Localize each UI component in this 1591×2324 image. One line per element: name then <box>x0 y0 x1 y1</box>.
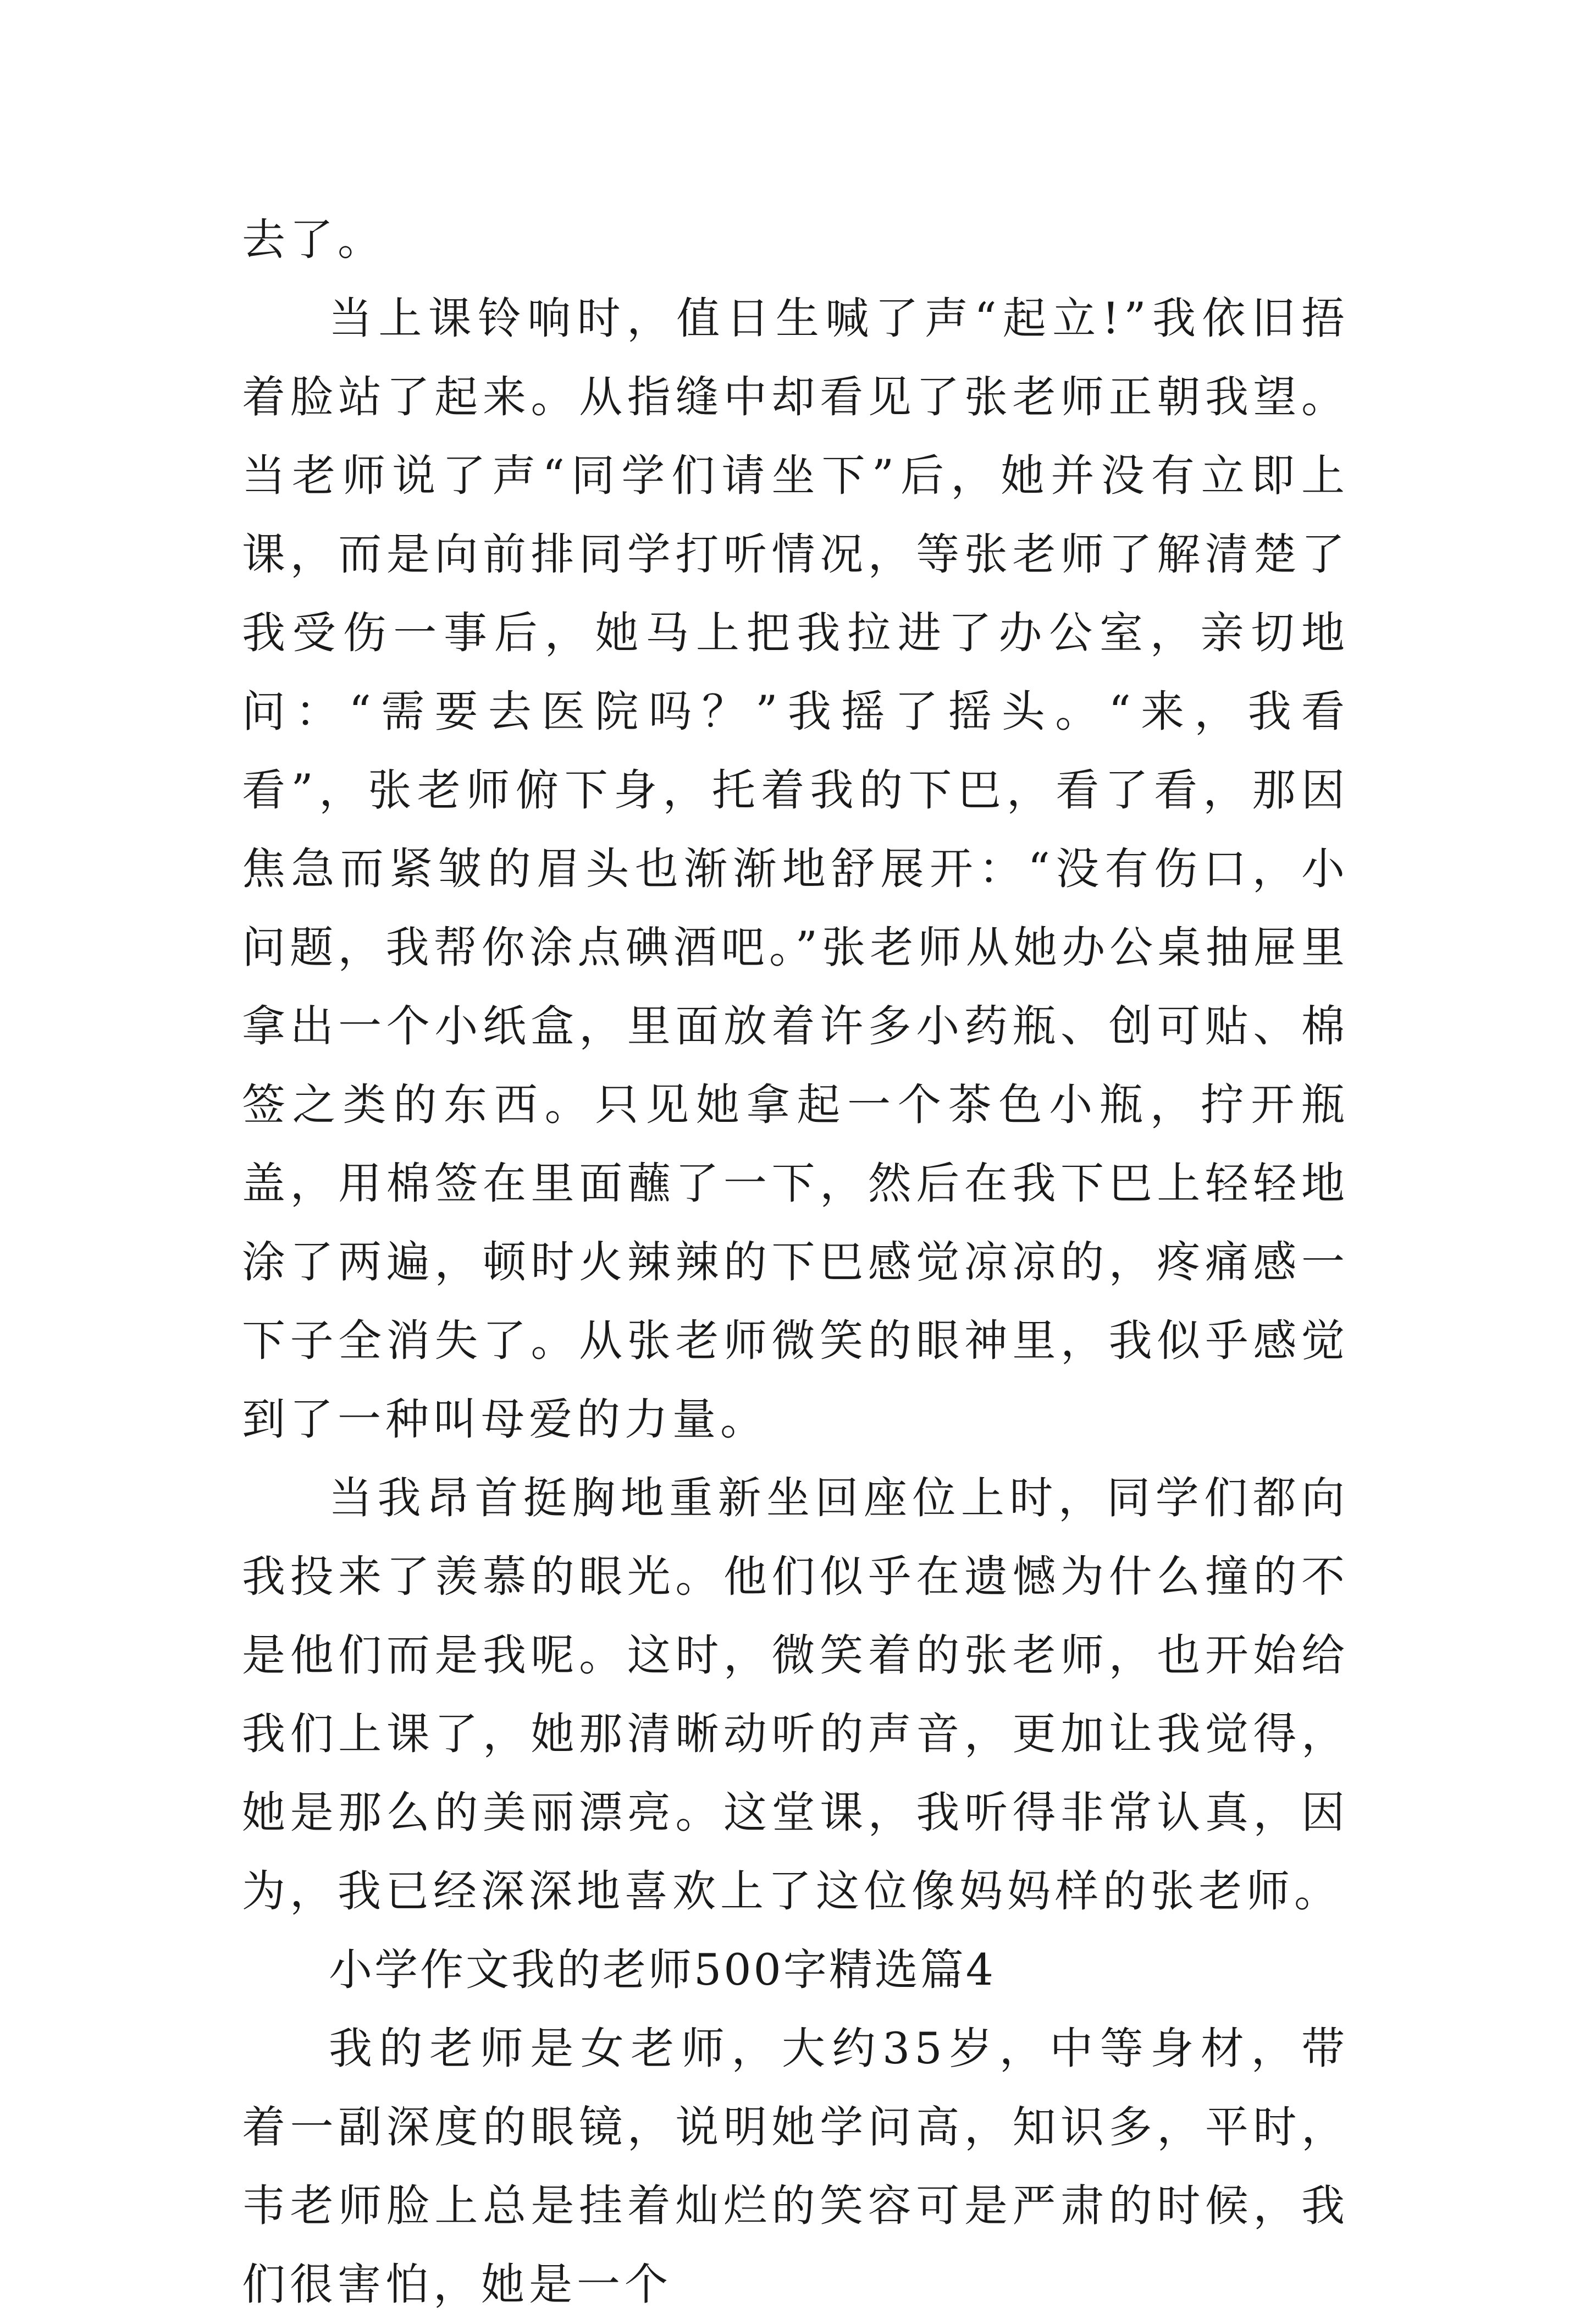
section-heading: 小学作文我的老师500字精选篇4 <box>329 1945 996 1995</box>
paragraph-return-to-seat: 当我昂首挺胸地重新坐回座位上时，同学们都向我投来了羡慕的眼光。他们似乎在遗憾为什么撞的不是他们而是我呢。这时，微笑着的张老师，也开始给我们上课了，她那清晰动听的声音，更加让我觉得，她是那么的美丽漂亮。这堂课，我听得非常认真，因为，我已经深深地喜欢上了这位像妈妈样的张老师。 <box>242 1473 1349 1917</box>
paragraph-class-bell: 当上课铃响时，值日生喊了声“起立!”我依旧捂着脸站了起来。从指缝中却看见了张老师正朝我望。当老师说了声“同学们请坐下”后，她并没有立即上课，而是向前排同学打听情况，等张老师了解清楚了我受伤一事后，她马上把我拉进了办公室，亲切地问：“需要去医院吗？”我摇了摇头。“来，我看看”，张老师俯下身，托着我的下巴，看了看，那因焦急而紧皱的眉头也渐渐地舒展开：“没有伤口，小问题，我帮你涂点碘酒吧。”张老师从她办公桌抽屉里拿出一个小纸盒，里面放着许多小药瓶、创可贴、棉签之类的东西。只见她拿起一个茶色小瓶，拧开瓶盖，用棉签在里面蘸了一下，然后在我下巴上轻轻地涂了两遍，顿时火辣辣的下巴感觉凉凉的，疼痛感一下子全消失了。从张老师微笑的眼神里，我似乎感觉到了一种叫母爱的力量。 <box>242 293 1349 1445</box>
paragraph-continuation: 去了。 <box>242 214 385 265</box>
paragraph-teacher-description: 我的老师是女老师，大约35岁，中等身材，带着一副深度的眼镜，说明她学问高，知识多，平时，韦老师脸上总是挂着灿烂的笑容可是严肃的时候，我们很害怕，她是一个 <box>242 2023 1349 2310</box>
essay-body <box>242 201 1349 2324</box>
